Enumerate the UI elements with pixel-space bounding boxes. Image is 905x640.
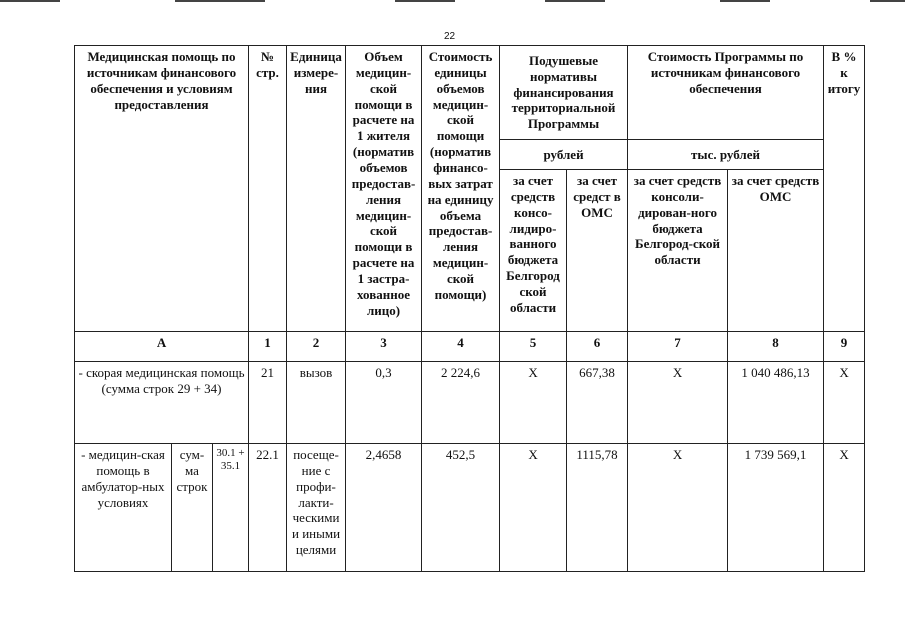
header-col-7: за счет средств консоли-дирован-ного бюджета Белгород-ской области [628,170,728,332]
row-volume: 0,3 [346,362,422,444]
header-col-5: за счет средств консо-лидиро-ванного бюджета Белгород ской области [500,170,567,332]
page-number: 22 [444,31,456,42]
index-cell: А [75,332,249,362]
top-rule-5 [720,0,770,2]
row-unit-cost: 452,5 [422,444,500,572]
row-budget-norm: Х [500,362,567,444]
index-cell: 5 [500,332,567,362]
header-unit-thous: тыс. рублей [628,140,824,170]
row-sum-label: сум-ма строк [172,444,213,572]
header-col-6: за счет средст в ОМС [567,170,628,332]
row-oms-norm: 667,38 [567,362,628,444]
header-group-cost: Стоимость Программы по источникам финансового обеспечения [628,46,824,140]
index-cell: 1 [249,332,287,362]
index-cell: 4 [422,332,500,362]
index-cell: 2 [287,332,346,362]
row-line: 22.1 [249,444,287,572]
top-rule-2 [175,0,265,2]
row-oms-cost: 1 739 569,1 [728,444,824,572]
row-volume: 2,4658 [346,444,422,572]
row-percent: Х [824,444,865,572]
row-budget-cost: Х [628,444,728,572]
program-cost-table [74,45,865,572]
header-col-3: Объем медицин-ской помощи в расчете на 1 жителя (норматив объемов предостав-ления медицин-ской помощи в расчете на 1 застра-хованное лицо) [346,46,422,332]
header-col-9: В % к итогу [824,46,865,332]
index-cell: 3 [346,332,422,362]
top-rule-3 [395,0,455,2]
header-col-2: Единица измере-ния [287,46,346,332]
row-line: 21 [249,362,287,444]
header-col-a: Медицинская помощь по источникам финансового обеспечения и условиям предоставления [75,46,249,332]
row-budget-cost: Х [628,362,728,444]
header-col-8: за счет средств ОМС [728,170,824,332]
row-sum-lines: 30.1 + 35.1 [213,444,249,572]
row-name: - скорая медицинская помощь (сумма строк 29 + 34) [75,362,249,444]
row-unit: вызов [287,362,346,444]
row-name: - медицин-ская помощь в амбулатор-ных условиях [75,444,172,572]
top-rule-6 [870,0,905,2]
row-unit: посеще-ние с профи-лакти-ческими и иными целями [287,444,346,572]
table-row [75,362,865,444]
top-rule-4 [545,0,605,2]
header-col-4: Стоимость единицы объемов медицин-ской помощи (норматив финансо-вых затрат на единицу объема предостав-ления медицин-ской помощи) [422,46,500,332]
index-cell: 7 [628,332,728,362]
header-col-1: № стр. [249,46,287,332]
row-oms-norm: 1115,78 [567,444,628,572]
index-cell: 6 [567,332,628,362]
table-row [75,444,865,572]
row-oms-cost: 1 040 486,13 [728,362,824,444]
index-cell: 8 [728,332,824,362]
row-budget-norm: Х [500,444,567,572]
header-unit-rub: рублей [500,140,628,170]
top-rule-1 [0,0,60,2]
row-percent: Х [824,362,865,444]
header-group-norms: Подушевые нормативы финансирования территориальной Программы [500,46,628,140]
index-cell: 9 [824,332,865,362]
row-unit-cost: 2 224,6 [422,362,500,444]
